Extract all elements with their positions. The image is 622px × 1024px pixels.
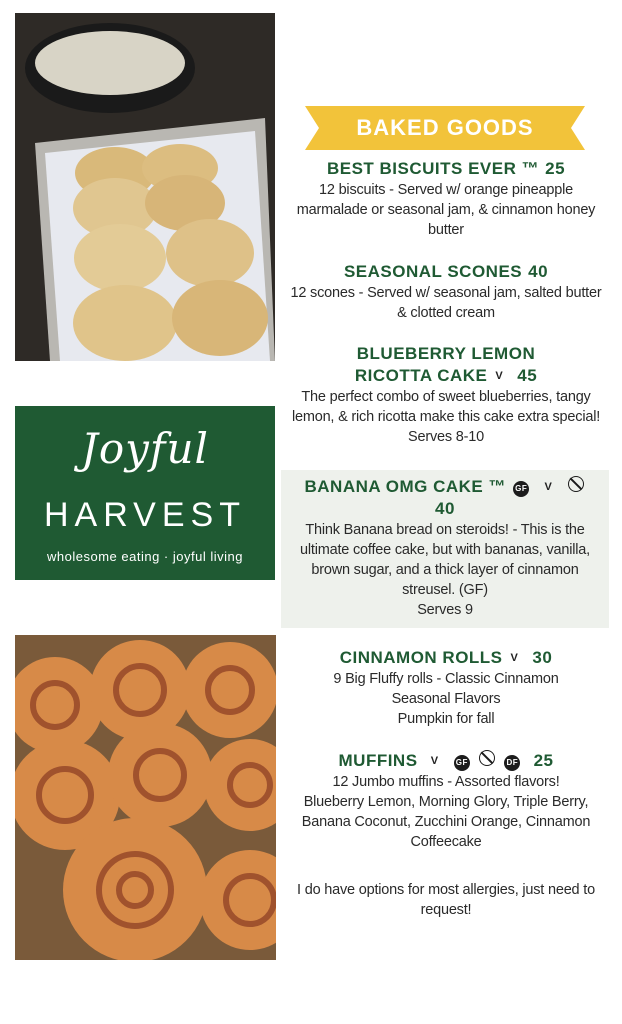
desc-line: butter	[428, 222, 464, 238]
item-name: MUFFINS	[338, 751, 418, 770]
desc-line: Pumpkin for fall	[397, 711, 495, 727]
desc-line: lemon, & rich ricotta make this cake extra special!	[291, 409, 601, 425]
desc-line: Think Banana bread on steroids! - This is the	[305, 522, 585, 538]
menu-item-scones	[285, 261, 607, 323]
item-price-line	[281, 498, 609, 520]
item-price: 45	[517, 366, 538, 385]
note-line: I do have options for most allergies, just need to	[297, 882, 595, 898]
item-name: SEASONAL SCONES	[343, 262, 523, 281]
note-text	[285, 880, 607, 920]
menu-item-banana-cake	[281, 470, 609, 628]
item-name: BANANA OMG CAKE ™	[304, 477, 506, 496]
vegetarian-tag: V	[544, 481, 553, 493]
item-name: CINNAMON ROLLS	[339, 648, 503, 667]
desc-line: Serves 9	[417, 602, 473, 618]
logo-script-text: Joyful	[81, 424, 209, 473]
item-name-line1: BLUEBERRY LEMON	[356, 344, 536, 363]
item-description	[285, 180, 607, 240]
item-description	[285, 669, 607, 729]
item-description	[285, 387, 607, 447]
desc-line: Banana Coconut, Zucchini Orange, Cinnamon	[301, 814, 591, 830]
menu-item-muffins	[285, 750, 607, 852]
gluten-free-badge-icon: GF	[454, 755, 470, 771]
item-description	[281, 520, 609, 620]
vegetarian-tag: V	[495, 370, 504, 382]
item-title	[285, 647, 607, 669]
no-nuts-icon	[479, 750, 495, 766]
vegetarian-tag: V	[510, 652, 519, 664]
item-name-line2: RICOTTA CAKE	[354, 366, 488, 385]
menu-item-blueberry-cake	[285, 343, 607, 447]
desc-line: brown sugar, and a thick layer of cinnamon	[311, 562, 579, 578]
desc-line: ultimate coffee cake, but with bananas, vanilla,	[300, 542, 590, 558]
gluten-free-badge-icon: GF	[513, 481, 529, 497]
item-price: 25	[545, 159, 566, 178]
desc-line: Coffeecake	[410, 834, 482, 850]
desc-line: The perfect combo of sweet blueberries, tangy	[301, 389, 591, 405]
allergy-note	[285, 880, 607, 920]
logo-wordmark: HARVEST	[44, 496, 246, 534]
brand-logo	[15, 406, 275, 580]
item-price: 40	[528, 262, 549, 281]
item-name: BEST BISCUITS EVER ™	[326, 159, 540, 178]
desc-line: 9 Big Fluffy rolls - Classic Cinnamon	[333, 671, 559, 687]
item-price: 30	[532, 648, 553, 667]
biscuits-illustration	[15, 13, 275, 361]
desc-line: marmalade or seasonal jam, & cinnamon honey	[296, 202, 596, 218]
menu-item-biscuits	[285, 158, 607, 240]
item-title	[285, 750, 607, 772]
menu-item-cinnamon-rolls	[285, 647, 607, 729]
cinnamon-rolls-illustration	[15, 635, 276, 960]
desc-line: streusel. (GF)	[402, 582, 488, 598]
logo-tagline: wholesome eating · joyful living	[47, 549, 243, 564]
dairy-free-badge-icon: DF	[504, 755, 520, 771]
no-nuts-icon	[568, 476, 584, 492]
desc-line: Serves 8-10	[408, 429, 484, 445]
desc-line: 12 scones - Served w/ seasonal jam, salted butter	[290, 285, 602, 301]
item-description	[285, 283, 607, 323]
item-title	[285, 261, 607, 283]
item-price: 25	[533, 751, 554, 770]
item-description	[285, 772, 607, 852]
desc-line: 12 Jumbo muffins - Assorted flavors!	[332, 774, 560, 790]
desc-line: & clotted cream	[397, 305, 495, 321]
section-banner	[305, 106, 585, 150]
cinnamon-rolls-photo	[15, 635, 276, 960]
desc-line: 12 biscuits - Served w/ orange pineapple	[319, 182, 573, 198]
item-title	[285, 343, 607, 387]
section-title: BAKED GOODS	[356, 115, 534, 140]
item-title	[285, 158, 607, 180]
note-line: request!	[420, 902, 472, 918]
biscuits-photo	[15, 13, 275, 361]
desc-line: Seasonal Flavors	[391, 691, 501, 707]
desc-line: Blueberry Lemon, Morning Glory, Triple Berry,	[303, 794, 589, 810]
vegetarian-tag: V	[430, 755, 439, 767]
item-price: 40	[435, 499, 455, 518]
item-title	[281, 476, 609, 498]
